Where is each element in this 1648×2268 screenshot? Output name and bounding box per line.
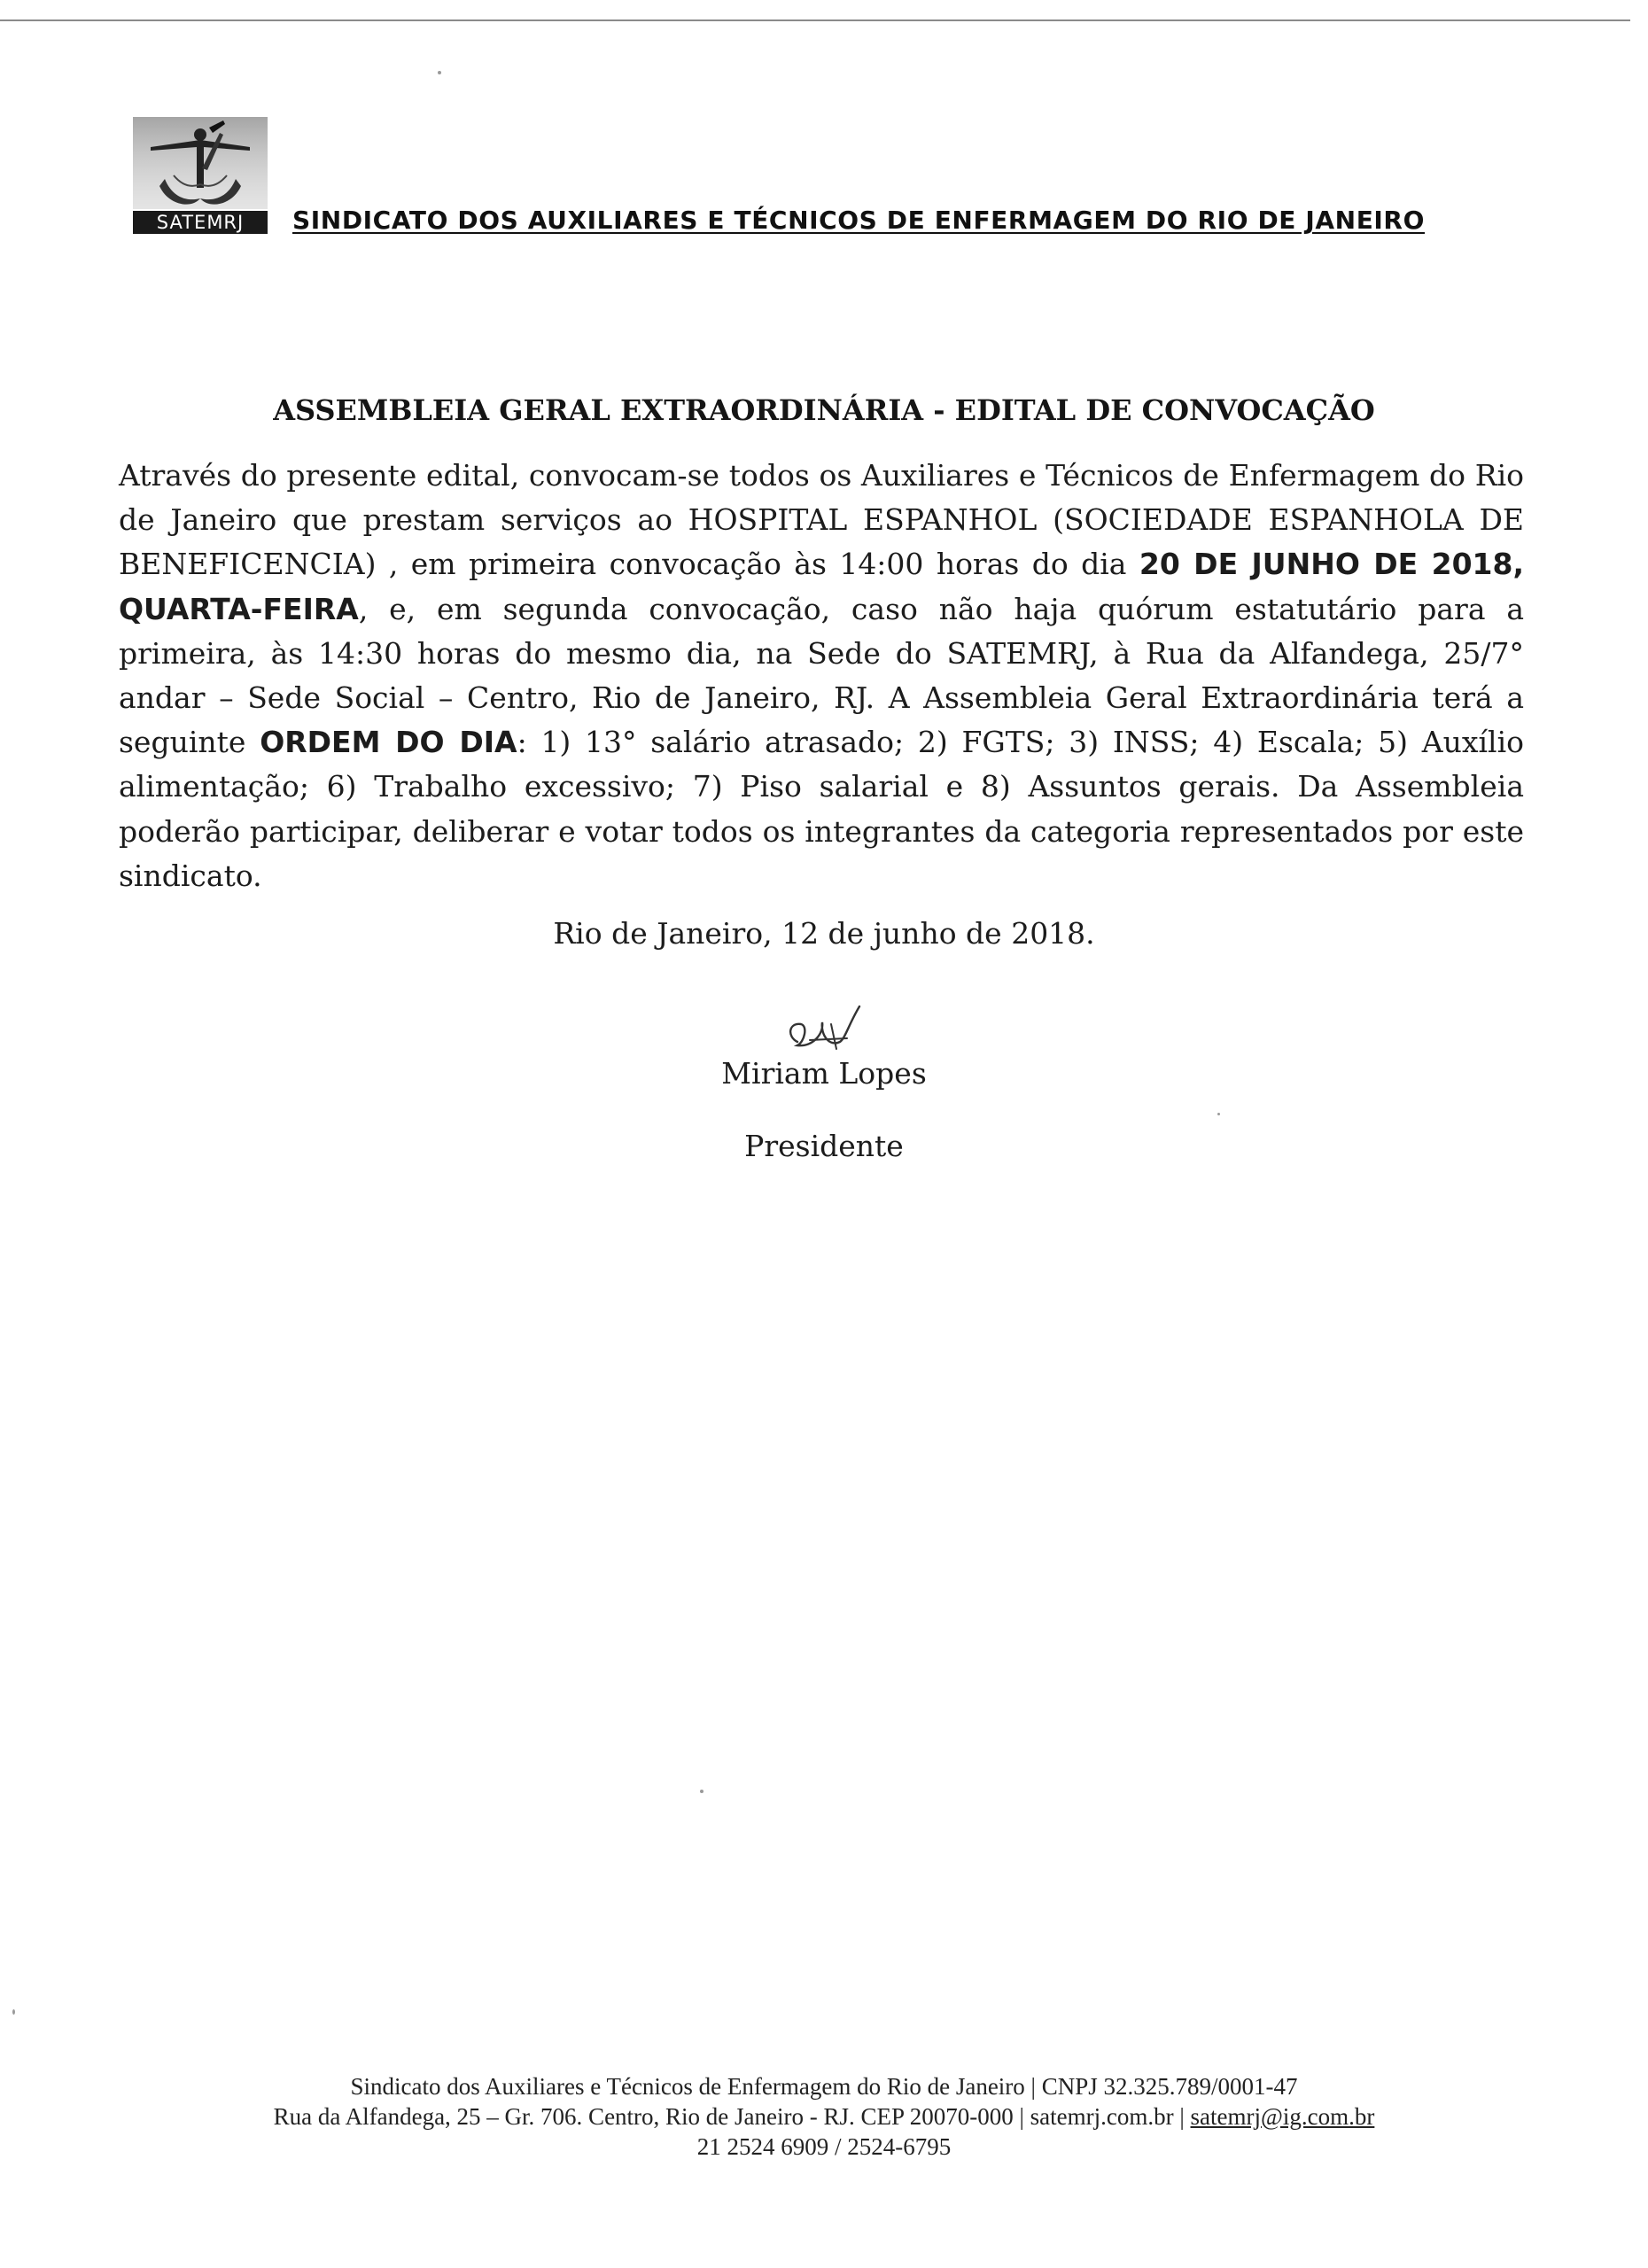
footer-line-address bbox=[0, 2101, 1648, 2132]
scan-speck bbox=[438, 71, 441, 74]
signer-role: Presidente bbox=[744, 1129, 904, 1163]
scan-speck bbox=[1217, 1113, 1220, 1115]
document-title: ASSEMBLEIA GERAL EXTRAORDINÁRIA - EDITAL DE CONVOCAÇÃO bbox=[273, 393, 1375, 427]
satemrj-logo bbox=[133, 117, 268, 234]
signer-name: Miriam Lopes bbox=[721, 1056, 927, 1091]
body-part-2: , e, em segunda convocação, caso não haja quórum estatutário para a primeira, às 14:30 horas do mesmo dia, na Sede do SATEMRJ, à Rua da Alfandega, 25/7° andar – Sede Social – Centro, Rio de Janeiro, RJ. A Assembleia Geral Extraordinária terá a seguinte bbox=[119, 591, 1524, 760]
footer-line-phones: 21 2524 6909 / 2524-6795 bbox=[696, 2133, 952, 2160]
scan-top-edge-line bbox=[0, 19, 1630, 21]
footer-line-cnpj: Sindicato dos Auxiliares e Técnicos de Enfermagem do Rio de Janeiro | CNPJ 32.325.789/0001-47 bbox=[350, 2073, 1298, 2100]
logo-emblem-icon bbox=[133, 117, 268, 234]
footer-address-text: Rua da Alfandega, 25 – Gr. 706. Centro, Rio de Janeiro - RJ. CEP 20070-000 | satemrj.com.br | bbox=[273, 2103, 1191, 2130]
footer-email-link[interactable]: satemrj@ig.com.br bbox=[1190, 2103, 1375, 2130]
convocation-text bbox=[119, 454, 1524, 898]
place-and-date: Rio de Janeiro, 12 de junho de 2018. bbox=[553, 916, 1095, 951]
organization-name: SINDICATO DOS AUXILIARES E TÉCNICOS DE ENFERMAGEM DO RIO DE JANEIRO bbox=[292, 206, 1425, 235]
agenda-label: ORDEM DO DIA bbox=[260, 725, 517, 760]
footer bbox=[0, 2071, 1648, 2162]
meeting-date: 20 DE JUNHO DE 2018, QUARTA-FEIRA bbox=[119, 547, 1524, 626]
body-part-3: : 1) 13° salário atrasado; 2) FGTS; 3) INSS; 4) Escala; 5) Auxílio alimentação; 6) Trabalho excessivo; 7) Piso salarial e 8) Assuntos gerais. Da Assembleia poderão participar, deliberar e votar todos os integrantes da categoria representados por este sindicato. bbox=[119, 725, 1525, 893]
scan-speck bbox=[700, 1790, 704, 1793]
logo-text: SATEMRJ bbox=[156, 212, 245, 233]
scan-speck bbox=[12, 2009, 15, 2015]
body-part-1: Através do presente edital, convocam-se todos os Auxiliares e Técnicos de Enfermagem do Rio de Janeiro que prestam serviços ao HOSPITAL ESPANHOL (SOCIEDADE ESPANHOLA DE BENEFICENCIA) , em primeira convocação às 14:00 horas do dia bbox=[119, 458, 1524, 582]
